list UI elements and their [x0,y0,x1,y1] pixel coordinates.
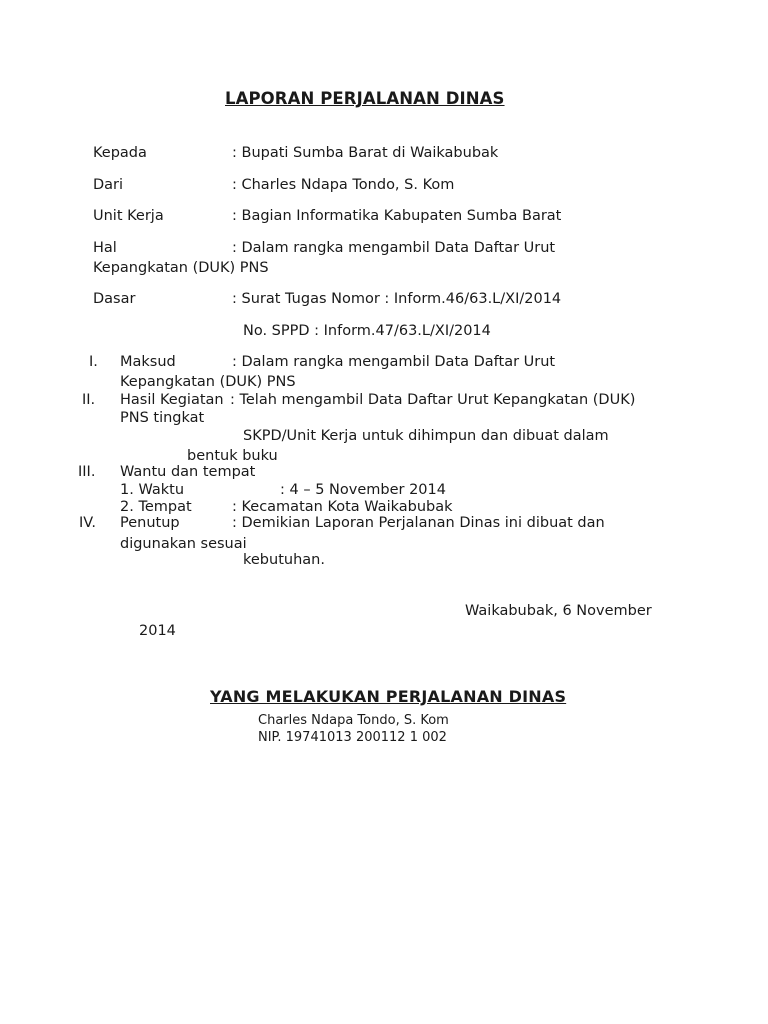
kepada-label: Kepada [93,145,147,161]
item-iii-tempat-value: : Kecamatan Kota Waikabubak [232,499,453,515]
item-i-label: Maksud [120,354,176,370]
item-ii-continued-3: bentuk buku [187,448,278,464]
item-ii-value: : Telah mengambil Data Daftar Urut Kepangkatan (DUK) [230,392,636,408]
item-ii-continued-2: SKPD/Unit Kerja untuk dihimpun dan dibuat dalam [243,428,609,444]
place-date: Waikabubak, 6 November [465,603,652,619]
kepada-value: : Bupati Sumba Barat di Waikabubak [232,145,499,161]
dari-value: : Charles Ndapa Tondo, S. Kom [232,177,455,193]
hal-value: : Dalam rangka mengambil Data Daftar Urut [232,240,556,256]
item-ii-label: Hasil Kegiatan [120,392,224,408]
item-iii-waktu-label: 1. Waktu [120,482,185,498]
item-ii-number: II. [82,392,96,408]
hal-label: Hal [93,240,117,256]
item-iv-label: Penutup [120,515,180,531]
dasar-value: : Surat Tugas Nomor : Inform.46/63.L/XI/2014 [232,291,562,307]
item-i-value: : Dalam rangka mengambil Data Daftar Urut [232,354,556,370]
signer-nip: NIP. 19741013 200112 1 002 [258,730,447,745]
dari-label: Dari [93,177,124,193]
signer-name: Charles Ndapa Tondo, S. Kom [258,713,449,728]
dasar-label: Dasar [93,291,136,307]
item-iii-number: III. [78,464,96,480]
dasar-value-sppd: No. SPPD : Inform.47/63.L/XI/2014 [243,323,491,339]
item-iv-number: IV. [79,515,96,531]
item-iv-continued-2: kebutuhan. [243,552,325,568]
item-i-value-continued: Kepangkatan (DUK) PNS [120,374,296,390]
place-date-year: 2014 [139,623,176,639]
item-iv-continued-1: digunakan sesuai [120,536,247,552]
document-title: LAPORAN PERJALANAN DINAS [225,89,505,108]
item-iii-tempat-label: 2. Tempat [120,499,192,515]
hal-value-continued: Kepangkatan (DUK) PNS [93,260,269,276]
unit-kerja-value: : Bagian Informatika Kabupaten Sumba Barat [232,208,562,224]
item-i-number: I. [89,354,98,370]
unit-kerja-label: Unit Kerja [93,208,164,224]
signer-title: YANG MELAKUKAN PERJALANAN DINAS [210,687,567,706]
item-iii-label: Wantu dan tempat [120,464,256,480]
item-iii-waktu-value: : 4 – 5 November 2014 [280,482,446,498]
item-iv-value: : Demikian Laporan Perjalanan Dinas ini dibuat dan [232,515,605,531]
item-ii-continued-1: PNS tingkat [120,410,205,426]
